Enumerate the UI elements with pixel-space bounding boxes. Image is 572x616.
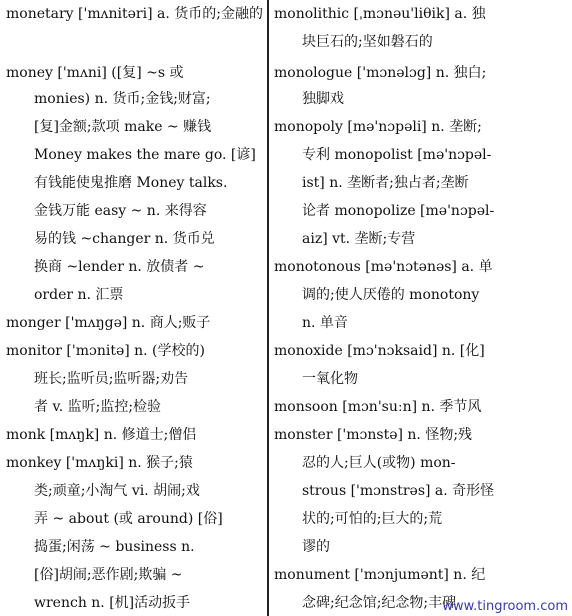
entry-line: [复]金额;款项 make ~ 赚钱 (34, 119, 212, 135)
watermark-text: www.tingroom.com (442, 599, 568, 614)
entry-line: 金钱万能 easy ~ n. 来得容 (34, 203, 207, 219)
entry-line: monitor ['mɔnitə] n. (学校的) (6, 343, 205, 359)
entry-line: monument ['mɔnjumənt] n. 纪 (274, 567, 486, 583)
entry-line: ist] n. 垄断者;独占者;垄断 (302, 175, 469, 191)
entry-line: 捣蛋;闲荡 ~ business n. (34, 539, 195, 555)
entry-line: strous ['mɔnstrəs] a. 奇形怪 (302, 483, 495, 499)
entry-line: monolithic [ˌmɔnəu'liθik] a. 独 (274, 6, 486, 22)
entry-line: monsoon [mɔn'suːn] n. 季节风 (274, 399, 482, 415)
entry-line: 有钱能使鬼推磨 Money talks. (34, 175, 228, 191)
entry-line: aiz] vt. 垄断;专营 (302, 231, 416, 247)
entry-line: monopoly [mə'nɔpəli] n. 垄断; (274, 119, 482, 135)
entry-line: 块巨石的;坚如磐石的 (302, 34, 433, 50)
entry-line: monkey ['mʌŋki] n. 猴子;猿 (6, 455, 193, 471)
entry-line: monies) n. 货币;金钱;财富; (34, 91, 211, 107)
column-divider (267, 0, 269, 616)
entry-line: monologue ['mɔnəlɔg] n. 独白; (274, 65, 487, 81)
entry-line: monotonous [mə'nɔtənəs] a. 单 (274, 259, 493, 275)
entry-line: Money makes the mare go. [谚] (34, 147, 256, 163)
entry-line: money ['mʌni] ([复] ~s 或 (6, 65, 184, 81)
entry-line: 调的;使人厌倦的 monotony (302, 287, 480, 303)
entry-line: monetary ['mʌnitəri] a. 货币的;金融的 (6, 6, 263, 22)
entry-line: 状的;可怕的;巨大的;荒 (302, 511, 443, 527)
entry-line: 班长;监听员;监听器;劝告 (34, 371, 189, 387)
entry-line: 易的钱 ~changer n. 货币兑 (34, 231, 215, 247)
entry-line: [俗]胡闹;恶作剧;欺骗 ~ (34, 567, 183, 583)
entry-line: 类;顽童;小淘气 vi. 胡闹;戏 (34, 483, 200, 499)
entry-line: 论者 monopolize [mə'nɔpəl- (302, 203, 495, 219)
entry-line: monoxide [mɔ'nɔksaid] n. [化] (274, 343, 485, 359)
entry-line: 忍的人;巨人(或物) mon- (302, 455, 456, 471)
entry-line: 谬的 (302, 539, 330, 555)
entry-line: n. 单音 (302, 315, 348, 331)
entry-line: monger ['mʌŋgə] n. 商人;贩子 (6, 315, 211, 331)
entry-line: 独脚戏 (302, 91, 344, 107)
entry-line: 换商 ~lender n. 放债者 ~ (34, 259, 205, 275)
entry-line: 专利 monopolist [mə'nɔpəl- (302, 147, 492, 163)
entry-line: 者 v. 监听;监控;检验 (34, 399, 162, 415)
entry-line: monster ['mɔnstə] n. 怪物;残 (274, 427, 473, 443)
entry-line: 弄 ~ about (或 around) [俗] (34, 511, 223, 527)
entry-line: order n. 汇票 (34, 287, 124, 303)
entry-line: monk [mʌŋk] n. 修道士;僧侣 (6, 427, 197, 443)
entry-line: 念碑;纪念馆;纪念物;丰碑 (302, 595, 457, 611)
entry-line: 一氧化物 (302, 371, 358, 387)
entry-line: wrench n. [机]活动扳手 (34, 595, 191, 611)
